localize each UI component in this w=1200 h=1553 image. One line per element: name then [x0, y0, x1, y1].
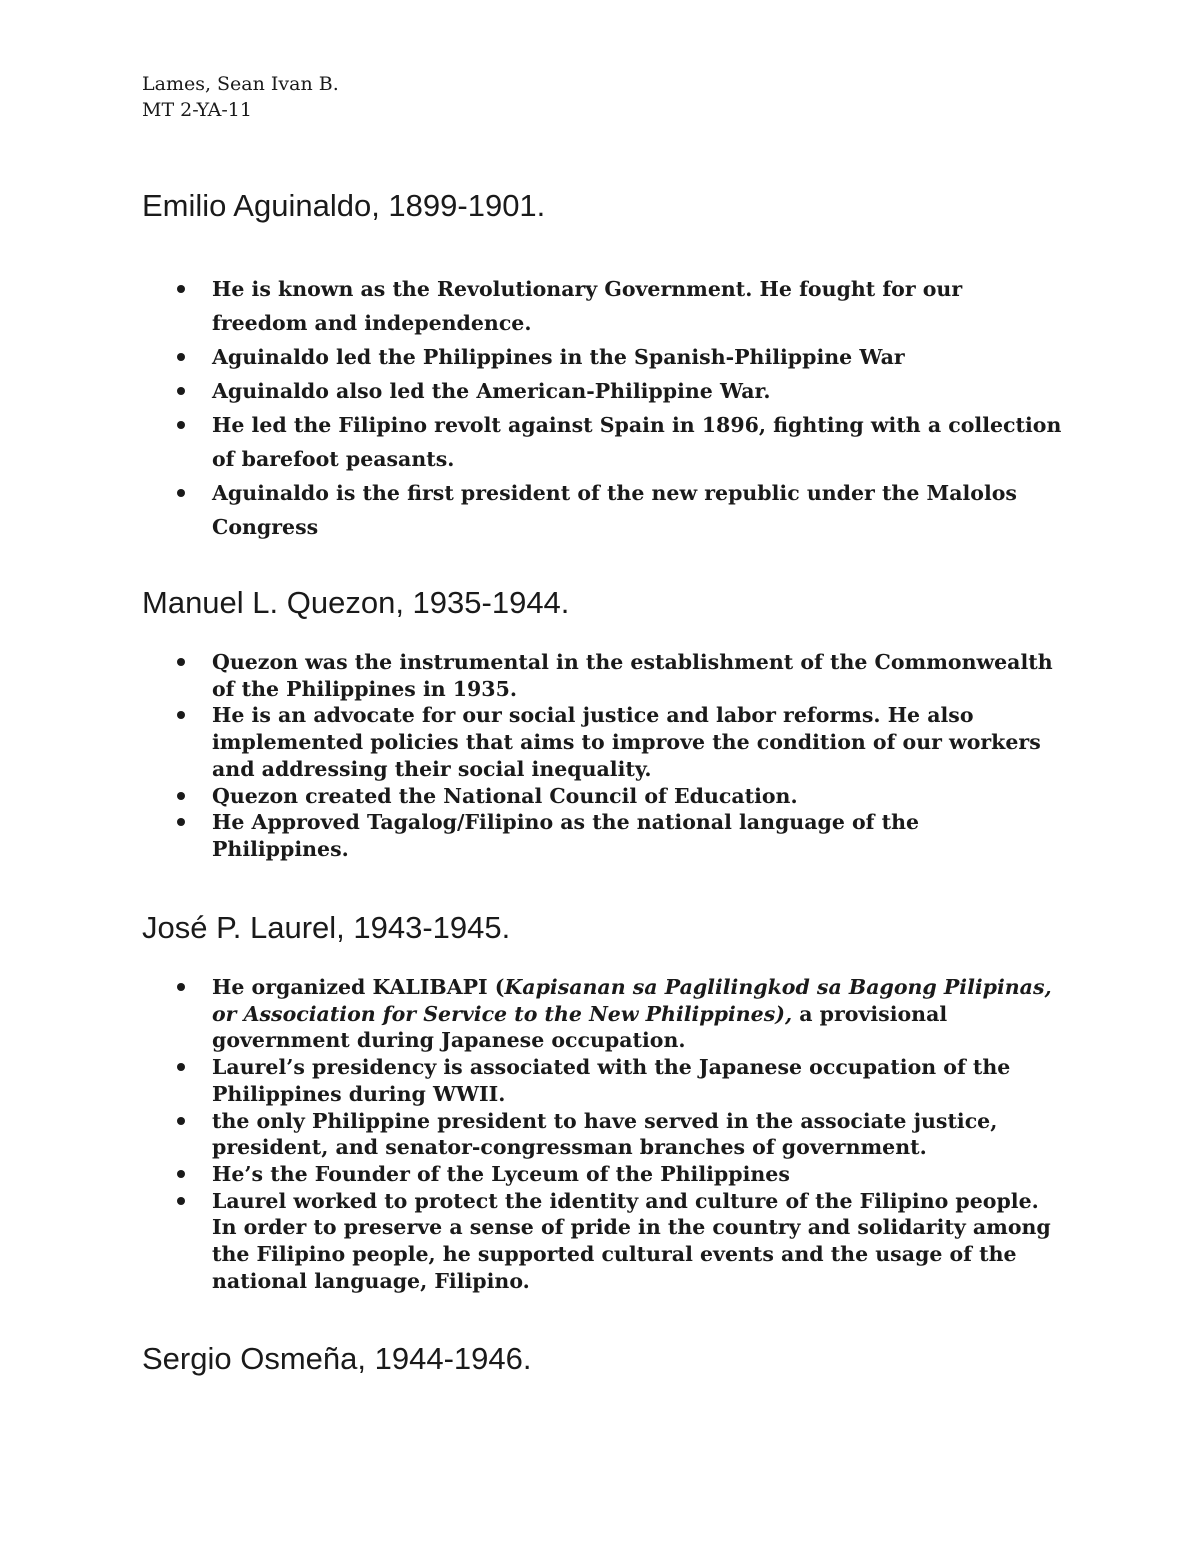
bullet-list-quezon: [142, 649, 1062, 863]
bullet-list-laurel: [142, 974, 1062, 1294]
section-heading-aguinaldo: Emilio Aguinaldo, 1899-1901.: [142, 188, 546, 223]
section-heading-osmena: Sergio Osmeña, 1944-1946.: [142, 1341, 532, 1376]
list-item: Aguinaldo also led the American-Philippine War.: [142, 374, 1062, 408]
kalibapi-full-name: Kapisanan sa Paglilingkod sa Bagong Pilipinas, or Association for Service to the New Philippines),: [212, 975, 1052, 1026]
list-item: Laurel’s presidency is associated with the Japanese occupation of the Philippines during WWII.: [142, 1054, 1062, 1107]
bullet-icon: [177, 711, 185, 719]
bullet-list-aguinaldo: [142, 272, 1062, 544]
list-item: Aguinaldo is the first president of the new republic under the Malolos Congress: [142, 476, 1062, 544]
bullet-icon: [177, 983, 185, 991]
list-item: He Approved Tagalog/Filipino as the national language of the Philippines.: [142, 809, 1062, 862]
list-item: Quezon was the instrumental in the establishment of the Commonwealth of the Philippines in 1935.: [142, 649, 1062, 702]
bullet-icon: [177, 1117, 185, 1125]
list-item: He organized KALIBAPI (Kapisanan sa Paglilingkod sa Bagong Pilipinas, or Association for Service to the New Philippines), a provisional government during Japanese occupation.: [142, 974, 1062, 1054]
bullet-icon: [177, 489, 185, 497]
bullet-icon: [177, 387, 185, 395]
section-heading-laurel: José P. Laurel, 1943-1945.: [142, 910, 511, 945]
list-item: He is known as the Revolutionary Government. He fought for our freedom and independence.: [142, 272, 1062, 340]
bullet-icon: [177, 1197, 185, 1205]
bullet-icon: [177, 792, 185, 800]
bullet-icon: [177, 1170, 185, 1178]
list-item: the only Philippine president to have served in the associate justice, president, and senator-congressman branches of government.: [142, 1108, 1062, 1161]
bullet-icon: [177, 285, 185, 293]
list-item: Quezon created the National Council of Education.: [142, 783, 1062, 810]
bullet-icon: [177, 818, 185, 826]
bullet-icon: [177, 421, 185, 429]
class-section: MT 2-YA-11: [142, 99, 252, 121]
bullet-icon: [177, 1063, 185, 1071]
list-item: He is an advocate for our social justice and labor reforms. He also implemented policies that aims to improve the condition of our workers and addressing their social inequality.: [142, 702, 1062, 782]
bullet-icon: [177, 658, 185, 666]
list-item: He’s the Founder of the Lyceum of the Philippines: [142, 1161, 1062, 1188]
list-item: He led the Filipino revolt against Spain in 1896, fighting with a collection of barefoot peasants.: [142, 408, 1062, 476]
list-item: Aguinaldo led the Philippines in the Spanish-Philippine War: [142, 340, 1062, 374]
author-name: Lames, Sean Ivan B.: [142, 73, 339, 95]
list-item: Laurel worked to protect the identity and culture of the Filipino people. In order to preserve a sense of pride in the country and solidarity among the Filipino people, he supported cultural events and the usage of the national language, Filipino.: [142, 1188, 1062, 1295]
bullet-icon: [177, 353, 185, 361]
section-heading-quezon: Manuel L. Quezon, 1935-1944.: [142, 585, 570, 620]
